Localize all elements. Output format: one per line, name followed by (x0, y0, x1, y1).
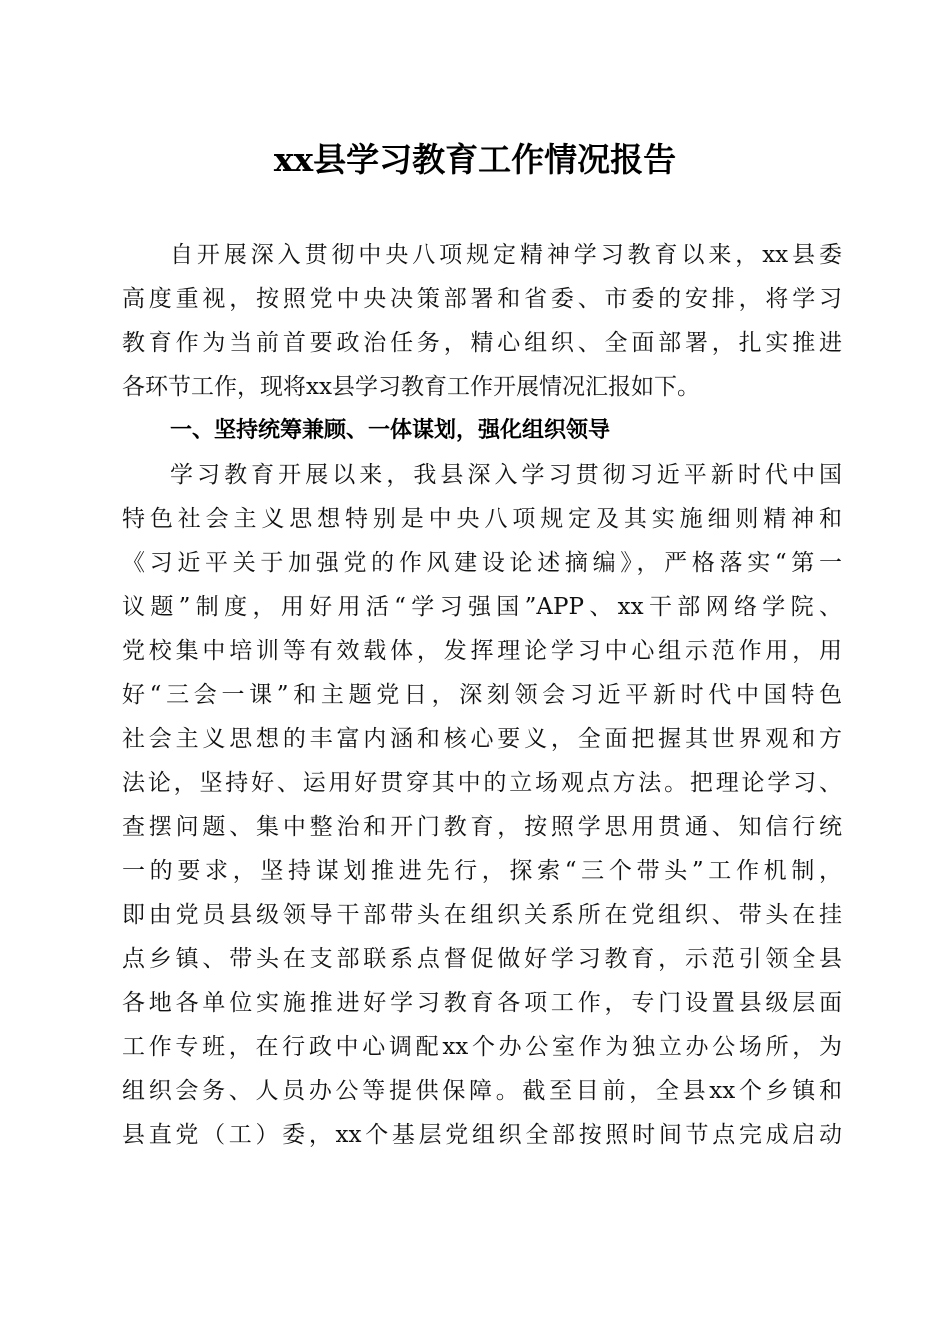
paragraph-line: 自开展深入贯彻中央八项规定精神学习教育以来，xx县委 (170, 242, 842, 268)
paragraph-line: 点乡镇、带头在支部联系点督促做好学习教育，示范引领全县 (122, 946, 842, 972)
paragraph-line: 即由党员县级领导干部带头在组织关系所在党组织、带头在挂 (122, 902, 842, 928)
paragraph-line: 查摆问题、集中整治和开门教育，按照学思用贯通、知信行统 (122, 814, 842, 840)
paragraph-line: 各环节工作，现将xx县学习教育工作开展情况汇报如下。 (122, 374, 700, 400)
paragraph-line: 各地各单位实施推进好学习教育各项工作，专门设置县级层面 (122, 990, 842, 1016)
paragraph-line: 社会主义思想的丰富内涵和核心要义，全面把握其世界观和方 (122, 726, 842, 752)
paragraph-line: 党校集中培训等有效载体，发挥理论学习中心组示范作用，用 (122, 638, 842, 664)
paragraph-line: 高度重视，按照党中央决策部署和省委、市委的安排，将学习 (122, 286, 842, 312)
paragraph-line: 工作专班，在行政中心调配xx个办公室作为独立办公场所，为 (122, 1034, 842, 1060)
paragraph-line: 县直党（工）委，xx个基层党组织全部按照时间节点完成启动 (122, 1122, 842, 1148)
paragraph-line: 学习教育开展以来，我县深入学习贯彻习近平新时代中国 (170, 462, 842, 488)
document-title: xx县学习教育工作情况报告 (273, 140, 677, 179)
section-heading: 一、坚持统筹兼顾、一体谋划，强化组织领导 (170, 418, 611, 443)
paragraph-line: 好“三会一课”和主题党日，深刻领会习近平新时代中国特色 (122, 682, 842, 708)
paragraph-line: 教育作为当前首要政治任务，精心组织、全面部署，扎实推进 (122, 330, 842, 356)
paragraph-line: 一的要求，坚持谋划推进先行，探索“三个带头”工作机制， (122, 858, 842, 884)
paragraph-line: 法论，坚持好、运用好贯穿其中的立场观点方法。把理论学习、 (122, 770, 842, 796)
paragraph-line: 特色社会主义思想特别是中央八项规定及其实施细则精神和 (122, 506, 842, 532)
paragraph-line: 议题”制度，用好用活“学习强国”APP、xx干部网络学院、 (122, 594, 842, 620)
paragraph-line: 组织会务、人员办公等提供保障。截至目前，全县xx个乡镇和 (122, 1078, 842, 1104)
paragraph-line: 《习近平关于加强党的作风建设论述摘编》，严格落实“第一 (122, 550, 842, 576)
document-body (122, 233, 842, 1157)
